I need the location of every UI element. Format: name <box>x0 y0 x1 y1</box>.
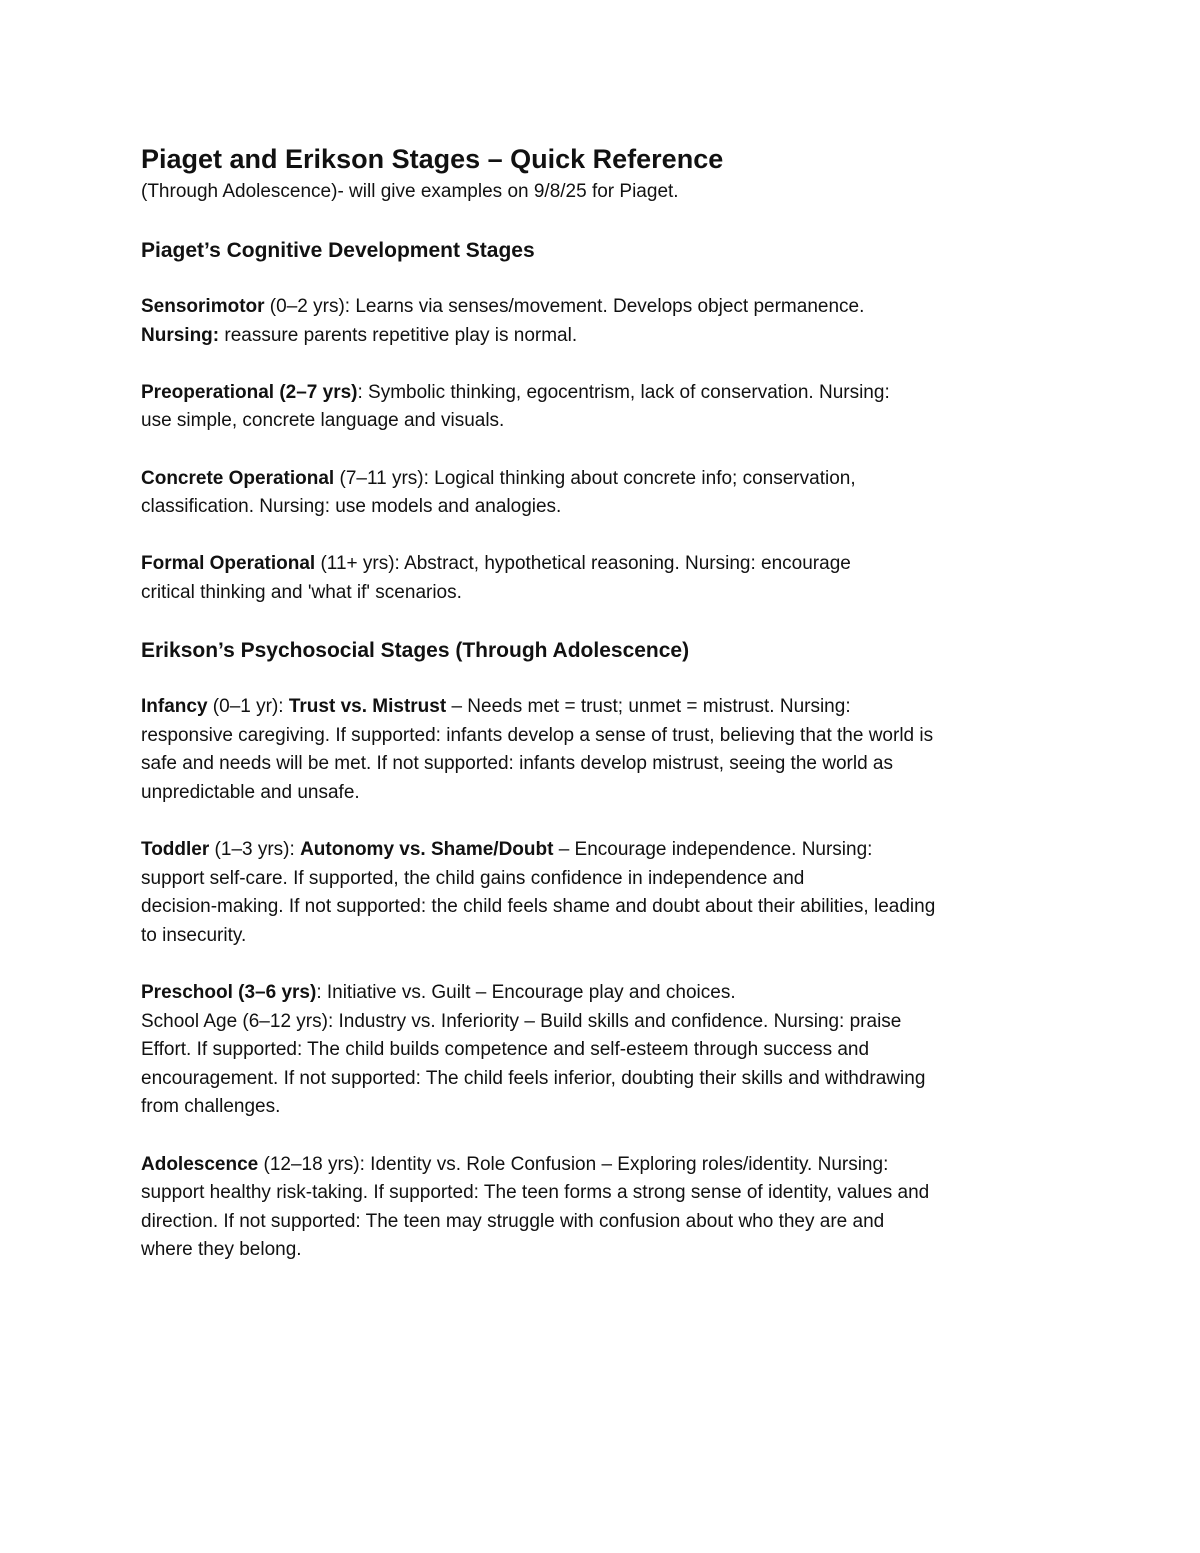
adolescence-line-2: support healthy risk-taking. If supported: The teen forms a strong sense of identity, values and <box>141 1182 930 1204</box>
stage-conflict: Autonomy vs. Shame/Doubt <box>300 839 554 861</box>
preoperational-line-2: use simple, concrete language and visuals. <box>141 410 505 432</box>
stage-description: (7–11 yrs): Logical thinking about concrete info; conservation, <box>334 467 856 489</box>
toddler-line-4: to insecurity. <box>141 924 247 946</box>
stage-description: (0–2 yrs): Learns via senses/movement. Develops object permanence. <box>264 296 865 317</box>
toddler-line-3: decision-making. If not supported: the child feels shame and doubt about their abilities, leading <box>141 896 936 918</box>
infancy-stage <box>141 693 1071 807</box>
nursing-text: reassure parents repetitive play is normal. <box>219 324 578 346</box>
concrete-operational-stage <box>141 465 1071 522</box>
stage-name: Preschool (3–6 yrs) <box>141 982 317 1004</box>
preoperational-line-1 <box>141 379 1071 408</box>
infancy-line-4: unpredictable and unsafe. <box>141 781 360 803</box>
stage-conflict: Trust vs. Mistrust <box>288 696 447 718</box>
adolescence-line-1 <box>141 1151 1071 1180</box>
document-page <box>141 140 1071 1294</box>
formal-operational-stage <box>141 550 1071 607</box>
stage-name: Formal Operational <box>141 553 316 575</box>
formal-line-1 <box>141 550 1071 579</box>
toddler-line-2: support self-care. If supported, the child gains confidence in independence and <box>141 867 805 889</box>
preoperational-stage <box>141 379 1071 436</box>
stage-description: – Encourage independence. Nursing: <box>553 839 873 861</box>
preschool-line-5: from challenges. <box>141 1096 281 1118</box>
stage-age: (1–3 yrs): <box>209 839 301 861</box>
infancy-line-1 <box>141 693 1071 722</box>
toddler-stage <box>141 836 1071 950</box>
stage-age: (0–1 yr): <box>207 696 289 718</box>
document-title: Piaget and Erikson Stages – Quick Reference <box>141 144 724 174</box>
infancy-line-2: responsive caregiving. If supported: infants develop a sense of trust, believing that the world is <box>141 724 934 746</box>
adolescence-stage <box>141 1151 1071 1265</box>
stage-description: : Initiative vs. Guilt – Encourage play and choices. <box>316 982 736 1004</box>
stage-name: Adolescence <box>141 1153 259 1175</box>
stage-description: : Symbolic thinking, egocentrism, lack of conservation. Nursing: <box>357 381 890 403</box>
stage-description: – Needs met = trust; unmet = mistrust. Nursing: <box>446 696 851 718</box>
stage-description: (12–18 yrs): Identity vs. Role Confusion – Exploring roles/identity. Nursing: <box>258 1153 889 1175</box>
stage-description: (11+ yrs): Abstract, hypothetical reasoning. Nursing: encourage <box>315 553 851 575</box>
preschool-line-3: Effort. If supported: The child builds competence and self-esteem through success and <box>141 1039 870 1061</box>
toddler-line-1 <box>141 836 1071 865</box>
stage-name: Toddler <box>141 839 210 861</box>
stage-name: Infancy <box>141 696 208 718</box>
infancy-line-3: safe and needs will be met. If not supported: infants develop mistrust, seeing the world as <box>141 753 893 775</box>
preschool-line-2: School Age (6–12 yrs): Industry vs. Inferiority – Build skills and confidence. Nursing: praise <box>141 1010 902 1032</box>
concrete-line-1 <box>141 465 1071 494</box>
adolescence-line-4: where they belong. <box>141 1239 302 1261</box>
preschool-line-1 <box>141 979 1071 1008</box>
document-subtitle: (Through Adolescence)- will give examples on 9/8/25 for Piaget. <box>141 181 679 202</box>
sensorimotor-line-2 <box>141 322 1071 351</box>
sensorimotor-stage <box>141 293 1071 350</box>
stage-name: Sensorimotor <box>141 296 265 317</box>
preschool-stage <box>141 979 1071 1122</box>
adolescence-line-3: direction. If not supported: The teen may struggle with confusion about who they are and <box>141 1210 885 1232</box>
piaget-heading: Piaget’s Cognitive Development Stages <box>141 239 535 262</box>
sensorimotor-line-1 <box>141 293 1071 322</box>
formal-line-2: critical thinking and 'what if' scenarios. <box>141 581 462 603</box>
nursing-label: Nursing: <box>141 324 220 346</box>
stage-name: Preoperational (2–7 yrs) <box>141 381 358 403</box>
concrete-line-2: classification. Nursing: use models and analogies. <box>141 496 562 518</box>
preschool-line-4: encouragement. If not supported: The child feels inferior, doubting their skills and withdrawing <box>141 1067 926 1089</box>
erikson-heading: Erikson’s Psychosocial Stages (Through Adolescence) <box>141 639 690 663</box>
stage-name: Concrete Operational <box>141 467 335 489</box>
